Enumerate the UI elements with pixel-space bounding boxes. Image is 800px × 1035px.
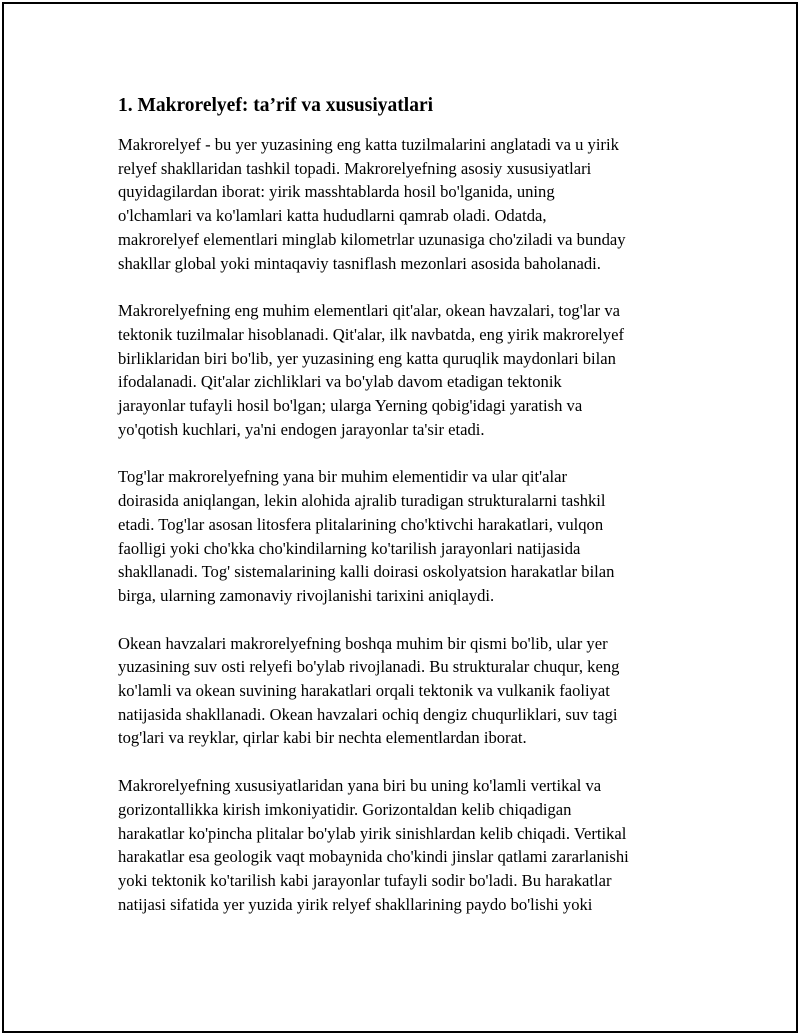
text-line: harakatlar ko'pincha plitalar bo'ylab yirik sinishlardan kelib chiqadi. Vertikal <box>118 823 627 843</box>
text-line: yo'qotish kuchlari, ya'ni endogen jarayonlar ta'sir etadi. <box>118 419 485 439</box>
text-line: yuzasining suv osti relyefi bo'ylab rivojlanadi. Bu strukturalar chuqur, keng <box>118 657 620 677</box>
text-line: tog'lari va reyklar, qirlar kabi bir nechta elementlardan iborat. <box>118 728 527 748</box>
text-line: makrorelyef elementlari minglab kilometrlar uzunasiga cho'ziladi va bunday <box>118 229 626 249</box>
text-line: Makrorelyefning xususiyatlaridan yana biri bu uning ko'lamli vertikal va <box>118 776 602 796</box>
text-line: shakllar global yoki mintaqaviy tasniflash mezonlari asosida baholanadi. <box>118 253 601 273</box>
text-line: tektonik tuzilmalar hisoblanadi. Qit'alar, ilk navbatda, eng yirik makrorelyef <box>118 324 624 344</box>
paragraph-2 <box>118 299 688 441</box>
text-line: Makrorelyef - bu yer yuzasining eng katta tuzilmalarini anglatadi va u yirik <box>118 135 619 154</box>
text-line: Okean havzalari makrorelyefning boshqa muhim bir qismi bo'lib, ular yer <box>118 633 608 653</box>
text-line: Makrorelyefning eng muhim elementlari qit'alar, okean havzalari, tog'lar va <box>118 301 621 321</box>
text-line: quyidagilardan iborat: yirik masshtablarda hosil bo'lganida, uning <box>118 182 555 202</box>
text-line: natijasida shakllanadi. Okean havzalari ochiq dengiz chuqurliklari, suv tagi <box>118 704 618 724</box>
text-line: ifodalanadi. Qit'alar zichliklari va bo'ylab davom etadigan tektonik <box>118 372 562 392</box>
text-line: etadi. Tog'lar asosan litosfera plitalarining cho'ktivchi harakatlari, vulqon <box>118 514 604 534</box>
text-line: relyef shakllaridan tashkil topadi. Makrorelyefning asosiy xususiyatlari <box>118 158 592 178</box>
text-line: doirasida aniqlangan, lekin alohida ajralib turadigan strukturalarni tashkil <box>118 491 606 511</box>
paragraph-3 <box>118 465 688 607</box>
section-heading: 1. Makrorelyef: ta’rif va xususiyatlari <box>118 95 434 116</box>
text-line: faolligi yoki cho'kka cho'kindilarning ko'tarilish jarayonlari natijasida <box>118 538 581 558</box>
document-body <box>118 94 688 940</box>
text-line: o'lchamlari va ko'lamlari katta hududlarni qamrab oladi. Odatda, <box>118 206 547 226</box>
text-line: gorizontallikka kirish imkoniyatidir. Gorizontaldan kelib chiqadigan <box>118 799 572 819</box>
paragraph-4 <box>118 632 688 751</box>
text-line: harakatlar esa geologik vaqt mobaynida cho'kindi jinslar qatlami zararlanishi <box>118 847 629 867</box>
text-line: Tog'lar makrorelyefning yana bir muhim elementidir va ular qit'alar <box>118 467 568 487</box>
paragraph-5 <box>118 774 688 916</box>
text-line: birliklaridan biri bo'lib, yer yuzasining eng katta quruqlik maydonlari bilan <box>118 348 616 368</box>
text-line: natijasi sifatida yer yuzida yirik relyef shakllarining paydo bo'lishi yoki <box>118 894 593 914</box>
text-line: birga, ularning zamonaviy rivojlanishi tarixini aniqlaydi. <box>118 585 495 605</box>
text-line: ko'lamli va okean suvining harakatlari orqali tektonik va vulkanik faoliyat <box>118 681 610 701</box>
text-line: jarayonlar tufayli hosil bo'lgan; ularga Yerning qobig'idagi yaratish va <box>118 396 583 416</box>
text-line: yoki tektonik ko'tarilish kabi jarayonlar tufayli sodir bo'ladi. Bu harakatlar <box>118 870 612 890</box>
paragraph-1 <box>118 133 688 275</box>
text-line: shakllanadi. Tog' sistemalarining kalli doirasi oskolyatsion harakatlar bilan <box>118 562 615 582</box>
